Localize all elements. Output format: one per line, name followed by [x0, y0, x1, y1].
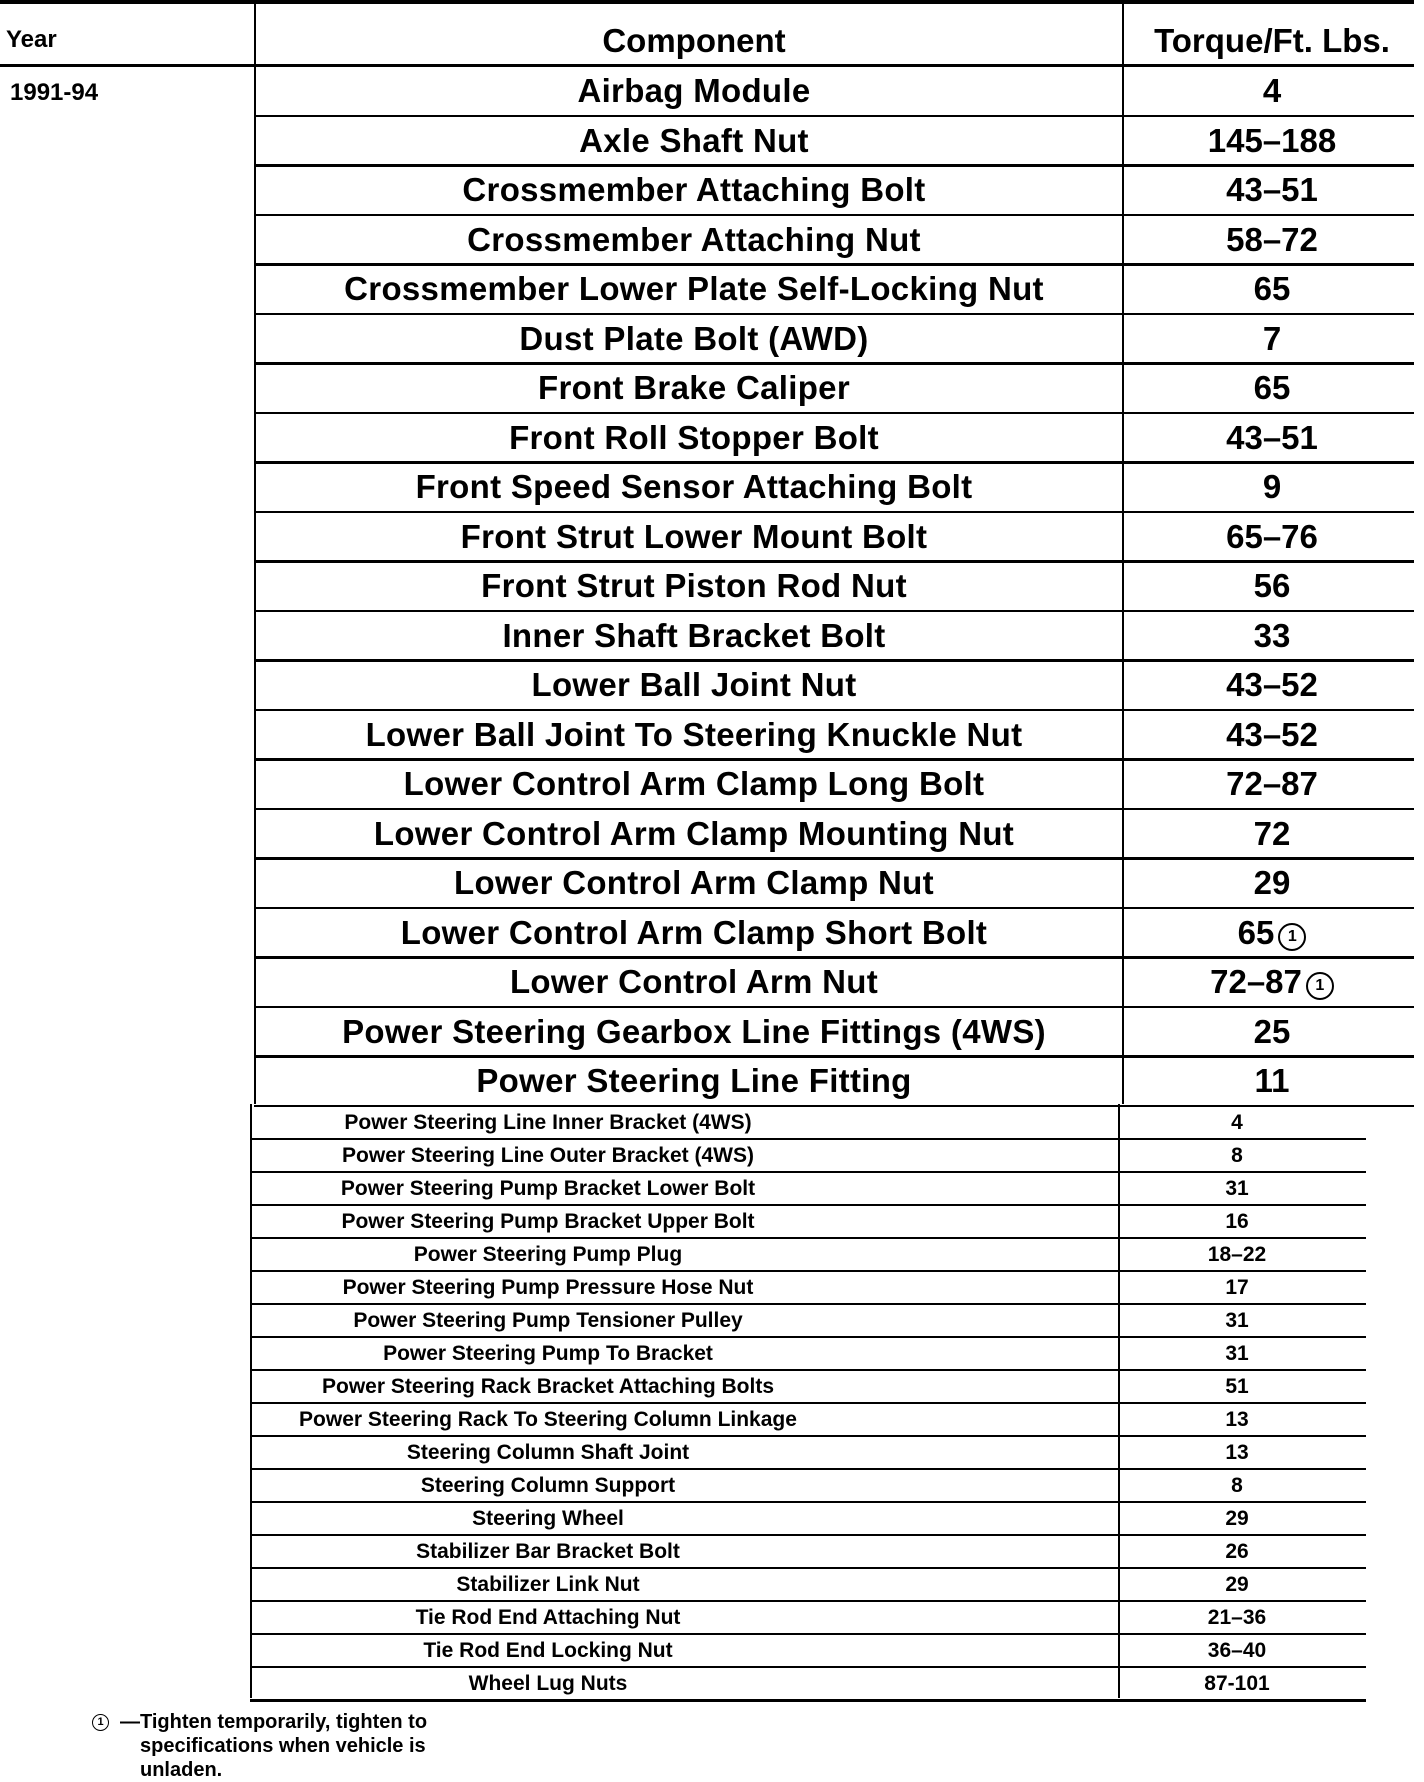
row-divider	[254, 115, 1414, 118]
row-divider	[250, 1369, 1366, 1371]
row-divider	[254, 610, 1414, 613]
torque-cell: 87-101	[1204, 1671, 1270, 1695]
torque-value: 65	[1237, 913, 1275, 951]
torque-value: 145–188	[1207, 121, 1337, 159]
component-cell: Stabilizer Bar Bracket Bolt	[416, 1539, 680, 1563]
component-cell: Airbag Module	[577, 72, 811, 109]
row-divider	[254, 263, 1414, 266]
torque-value: 9	[1262, 468, 1282, 505]
component-cell: Front Brake Caliper	[538, 369, 850, 406]
row-divider	[250, 1204, 1366, 1206]
torque-cell	[1130, 716, 1414, 754]
row-divider	[250, 1600, 1366, 1602]
torque-cell: 29	[1225, 1572, 1249, 1596]
torque-cell: 13	[1225, 1407, 1249, 1431]
component-cell: Lower Control Arm Clamp Nut	[454, 864, 934, 901]
torque-cell: 18–22	[1207, 1242, 1267, 1266]
component-cell: Power Steering Pump Bracket Upper Bolt	[341, 1209, 755, 1233]
torque-cell	[1130, 419, 1414, 457]
component-cell: Power Steering Rack To Steering Column Linkage	[299, 1407, 797, 1431]
component-cell: Power Steering Pump To Bracket	[383, 1341, 713, 1365]
torque-cell: 8	[1231, 1143, 1243, 1167]
row-divider	[250, 1501, 1366, 1503]
torque-value: 65	[1253, 270, 1291, 307]
row-divider	[250, 1171, 1366, 1173]
header-year: Year	[6, 26, 57, 53]
torque-value: 43–51	[1226, 418, 1318, 456]
component-cell: Steering Column Shaft Joint	[406, 1440, 690, 1464]
torque-value: 11	[1254, 1062, 1290, 1099]
row-divider	[254, 1006, 1414, 1009]
row-divider	[250, 1468, 1366, 1470]
torque-cell	[1130, 1013, 1414, 1051]
torque-cell	[1130, 914, 1414, 952]
component-cell: Lower Control Arm Clamp Short Bolt	[400, 913, 988, 951]
torque-value: 65	[1253, 369, 1291, 406]
component-cell: Front Speed Sensor Attaching Bolt	[415, 468, 973, 505]
row-divider	[250, 1336, 1366, 1338]
torque-cell: 36–40	[1207, 1638, 1267, 1662]
torque-cell	[1130, 171, 1414, 209]
torque-cell: 17	[1225, 1275, 1249, 1299]
torque-cell: 16	[1225, 1209, 1249, 1233]
row-divider	[250, 1303, 1366, 1305]
component-cell: Lower Ball Joint To Steering Knuckle Nut	[365, 715, 1023, 753]
row-divider	[254, 956, 1414, 959]
component-cell: Axle Shaft Nut	[579, 121, 809, 159]
torque-cell: 13	[1225, 1440, 1249, 1464]
torque-cell: 29	[1225, 1506, 1249, 1530]
torque-value: 72	[1253, 814, 1291, 852]
row-divider	[254, 214, 1414, 217]
header-torque: Torque/Ft. Lbs.	[1154, 22, 1390, 59]
torque-value: 58–72	[1226, 220, 1318, 258]
row-divider	[250, 1402, 1366, 1404]
component-cell: Front Strut Lower Mount Bolt	[460, 517, 928, 555]
component-cell: Crossmember Attaching Nut	[467, 220, 921, 258]
torque-value: 7	[1262, 319, 1282, 357]
row-divider	[250, 1435, 1366, 1437]
row-divider	[250, 1138, 1366, 1140]
torque-value: 33	[1253, 616, 1291, 654]
row-divider	[254, 857, 1414, 860]
component-cell: Lower Control Arm Nut	[509, 963, 879, 1000]
torque-value: 43–51	[1226, 171, 1318, 208]
component-cell: Lower Control Arm Clamp Long Bolt	[403, 765, 985, 802]
row-divider	[250, 1534, 1366, 1536]
torque-cell: 8	[1231, 1473, 1243, 1497]
component-cell: Steering Column Support	[420, 1473, 676, 1497]
component-cell: Crossmember Lower Plate Self-Locking Nut	[344, 270, 1044, 307]
footnote	[92, 1710, 512, 1782]
torque-cell: 21–36	[1207, 1605, 1267, 1629]
component-cell: Crossmember Attaching Bolt	[462, 171, 926, 208]
header-divider	[0, 64, 1414, 67]
row-divider	[254, 758, 1414, 761]
torque-cell	[1130, 320, 1414, 358]
component-cell: Lower Control Arm Clamp Mounting Nut	[373, 814, 1015, 852]
torque-cell	[1130, 270, 1414, 308]
component-cell: Power Steering Gearbox Line Fittings (4WS)	[342, 1012, 1046, 1050]
torque-cell	[1130, 1062, 1414, 1100]
torque-value: 72–87	[1226, 765, 1318, 802]
torque-cell: 31	[1225, 1308, 1249, 1332]
component-cell: Power Steering Pump Bracket Lower Bolt	[340, 1176, 756, 1200]
component-cell: Power Steering Line Inner Bracket (4WS)	[344, 1110, 752, 1134]
torque-cell: 4	[1231, 1110, 1243, 1134]
row-divider	[250, 1666, 1366, 1668]
component-cell: Power Steering Pump Plug	[413, 1242, 683, 1266]
row-divider	[254, 511, 1414, 514]
component-cell: Front Strut Piston Rod Nut	[481, 567, 907, 604]
torque-cell	[1130, 666, 1414, 704]
row-divider	[254, 907, 1414, 910]
component-cell: Power Steering Rack Bracket Attaching Bolts	[321, 1374, 774, 1398]
torque-cell	[1130, 72, 1414, 110]
component-cell: Steering Wheel	[472, 1506, 624, 1530]
torque-value: 29	[1253, 864, 1291, 901]
component-cell: Front Roll Stopper Bolt	[509, 418, 879, 456]
component-cell: Power Steering Pump Tensioner Pulley	[353, 1308, 743, 1332]
row-divider	[250, 1567, 1366, 1569]
row-divider	[254, 1055, 1414, 1058]
torque-cell: 31	[1225, 1176, 1249, 1200]
torque-value: 43–52	[1226, 666, 1318, 703]
torque-cell	[1130, 963, 1414, 1001]
torque-cell	[1130, 765, 1414, 803]
torque-value: 4	[1262, 72, 1282, 109]
row-divider	[254, 313, 1414, 316]
row-divider	[254, 560, 1414, 563]
row-divider	[254, 164, 1414, 167]
torque-cell	[1130, 617, 1414, 655]
row-divider	[250, 1633, 1366, 1635]
torque-cell: 31	[1225, 1341, 1249, 1365]
footnote-mark-icon: 1	[1278, 923, 1306, 951]
row-divider	[254, 362, 1414, 365]
footnote-mark-icon: 1	[92, 1710, 109, 1734]
footnote-mark-icon: 1	[1306, 972, 1334, 1000]
component-cell: Tie Rod End Locking Nut	[423, 1638, 673, 1662]
torque-value: 25	[1253, 1012, 1291, 1050]
year-value: 1991-94	[10, 79, 99, 106]
torque-value: 65–76	[1226, 517, 1318, 555]
component-cell: Power Steering Line Outer Bracket (4WS)	[342, 1143, 754, 1167]
row-divider	[250, 1699, 1366, 1702]
component-cell: Power Steering Pump Pressure Hose Nut	[342, 1275, 754, 1299]
col-divider-right	[1122, 4, 1124, 1104]
torque-value: 72–87	[1210, 963, 1302, 1000]
component-cell: Power Steering Line Fitting	[476, 1062, 912, 1099]
torque-cell	[1130, 122, 1414, 160]
component-cell: Stabilizer Link Nut	[456, 1572, 640, 1596]
torque-cell	[1130, 864, 1414, 902]
component-cell: Inner Shaft Bracket Bolt	[502, 616, 886, 654]
component-cell: Tie Rod End Attaching Nut	[415, 1605, 681, 1629]
header-component: Component	[602, 22, 786, 59]
torque-cell	[1130, 815, 1414, 853]
row-divider	[254, 709, 1414, 712]
torque-cell	[1130, 567, 1414, 605]
torque-cell	[1130, 221, 1414, 259]
component-cell: Lower Ball Joint Nut	[531, 666, 857, 703]
row-divider	[254, 1105, 1414, 1108]
row-divider	[254, 412, 1414, 415]
row-divider	[254, 659, 1414, 662]
row-divider	[250, 1237, 1366, 1239]
row-divider	[254, 808, 1414, 811]
torque-cell	[1130, 468, 1414, 506]
torque-cell	[1130, 518, 1414, 556]
footnote-text: —Tighten temporarily, tighten to specifications when vehicle is unladen.	[120, 1711, 428, 1781]
torque-cell: 51	[1225, 1374, 1249, 1398]
torque-value: 56	[1253, 567, 1291, 604]
col-divider-left-lower	[250, 1104, 252, 1698]
col-divider-right-lower	[1118, 1104, 1120, 1698]
row-divider	[254, 461, 1414, 464]
top-border	[0, 0, 1414, 4]
torque-value: 43–52	[1226, 715, 1318, 753]
torque-cell	[1130, 369, 1414, 407]
row-divider	[250, 1270, 1366, 1272]
component-cell: Dust Plate Bolt (AWD)	[519, 319, 869, 357]
component-cell: Wheel Lug Nuts	[468, 1671, 628, 1695]
torque-cell: 26	[1225, 1539, 1249, 1563]
col-divider-left	[254, 4, 256, 1104]
